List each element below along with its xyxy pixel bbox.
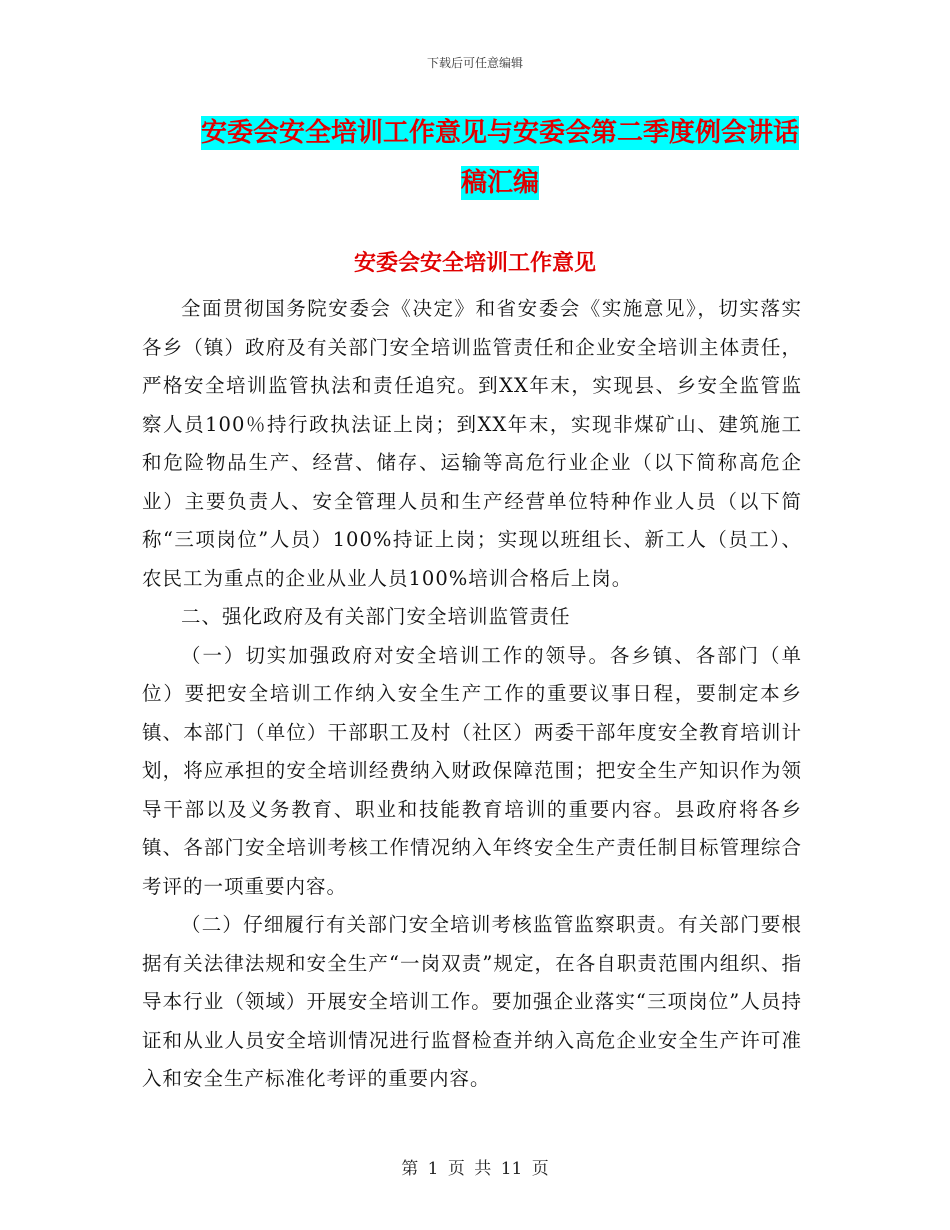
page-footer: 第 1 页 共 11 页 (401, 1159, 549, 1179)
header-note: 下载后可任意编辑 (426, 56, 523, 70)
document-title-line2: 稿汇编 (460, 168, 539, 198)
section-title: 安委会安全培训工作意见 (353, 251, 596, 276)
paragraph-item-1: （一）切实加强政府对安全培训工作的领导。各乡镇、各部门（单位）要把安全培训工作纳入安全生产工作的重要议事日程，要制定本乡镇、本部门（单位）干部职工及村（社区）两委干部年度安全教育培训计划，将应承担的安全培训经费纳入财政保障范围；把安全生产知识作为领导干部以及义务教育、职业和技能教育培训的重要内容。县政府将各乡镇、各部门安全培训考核工作情况纳入年终安全生产责任制目标管理综合考评的一项重要内容。 (142, 643, 802, 898)
paragraph-item-2: （二）仔细履行有关部门安全培训考核监管监察职责。有关部门要根据有关法律法规和安全生产“一岗双责”规定，在各自职责范围内组织、指导本行业（领域）开展安全培训工作。要加强企业落实“三项岗位”人员持证和从业人员安全培训情况进行监督检查并纳入高危企业安全生产许可准入和安全生产标准化考评的重要内容。 (142, 913, 802, 1090)
paragraph-intro: 全面贯彻国务院安委会《决定》和省安委会《实施意见》，切实落实各乡（镇）政府及有关部门安全培训监管责任和企业安全培训主体责任，严格安全培训监管执法和责任追究。到XX年末，实现县、乡安全监管监察人员100％持行政执法证上岗；到XX年末，实现非煤矿山、建筑施工和危险物品生产、经营、储存、运输等高危行业企业（以下简称高危企业）主要负责人、安全管理人员和生产经营单位特种作业人员（以下简称“三项岗位”人员）100%持证上岗；实现以班组长、新工人（员工）、农民工为重点的企业从业人员100%培训合格后上岗。 (142, 297, 802, 590)
body-text (142, 290, 802, 1099)
document-title-line1: 安委会安全培训工作意见与安委会第二季度例会讲话 (200, 118, 799, 148)
document-title (140, 108, 860, 208)
paragraph-heading-2: 二、强化政府及有关部门安全培训监管责任 (181, 605, 571, 628)
